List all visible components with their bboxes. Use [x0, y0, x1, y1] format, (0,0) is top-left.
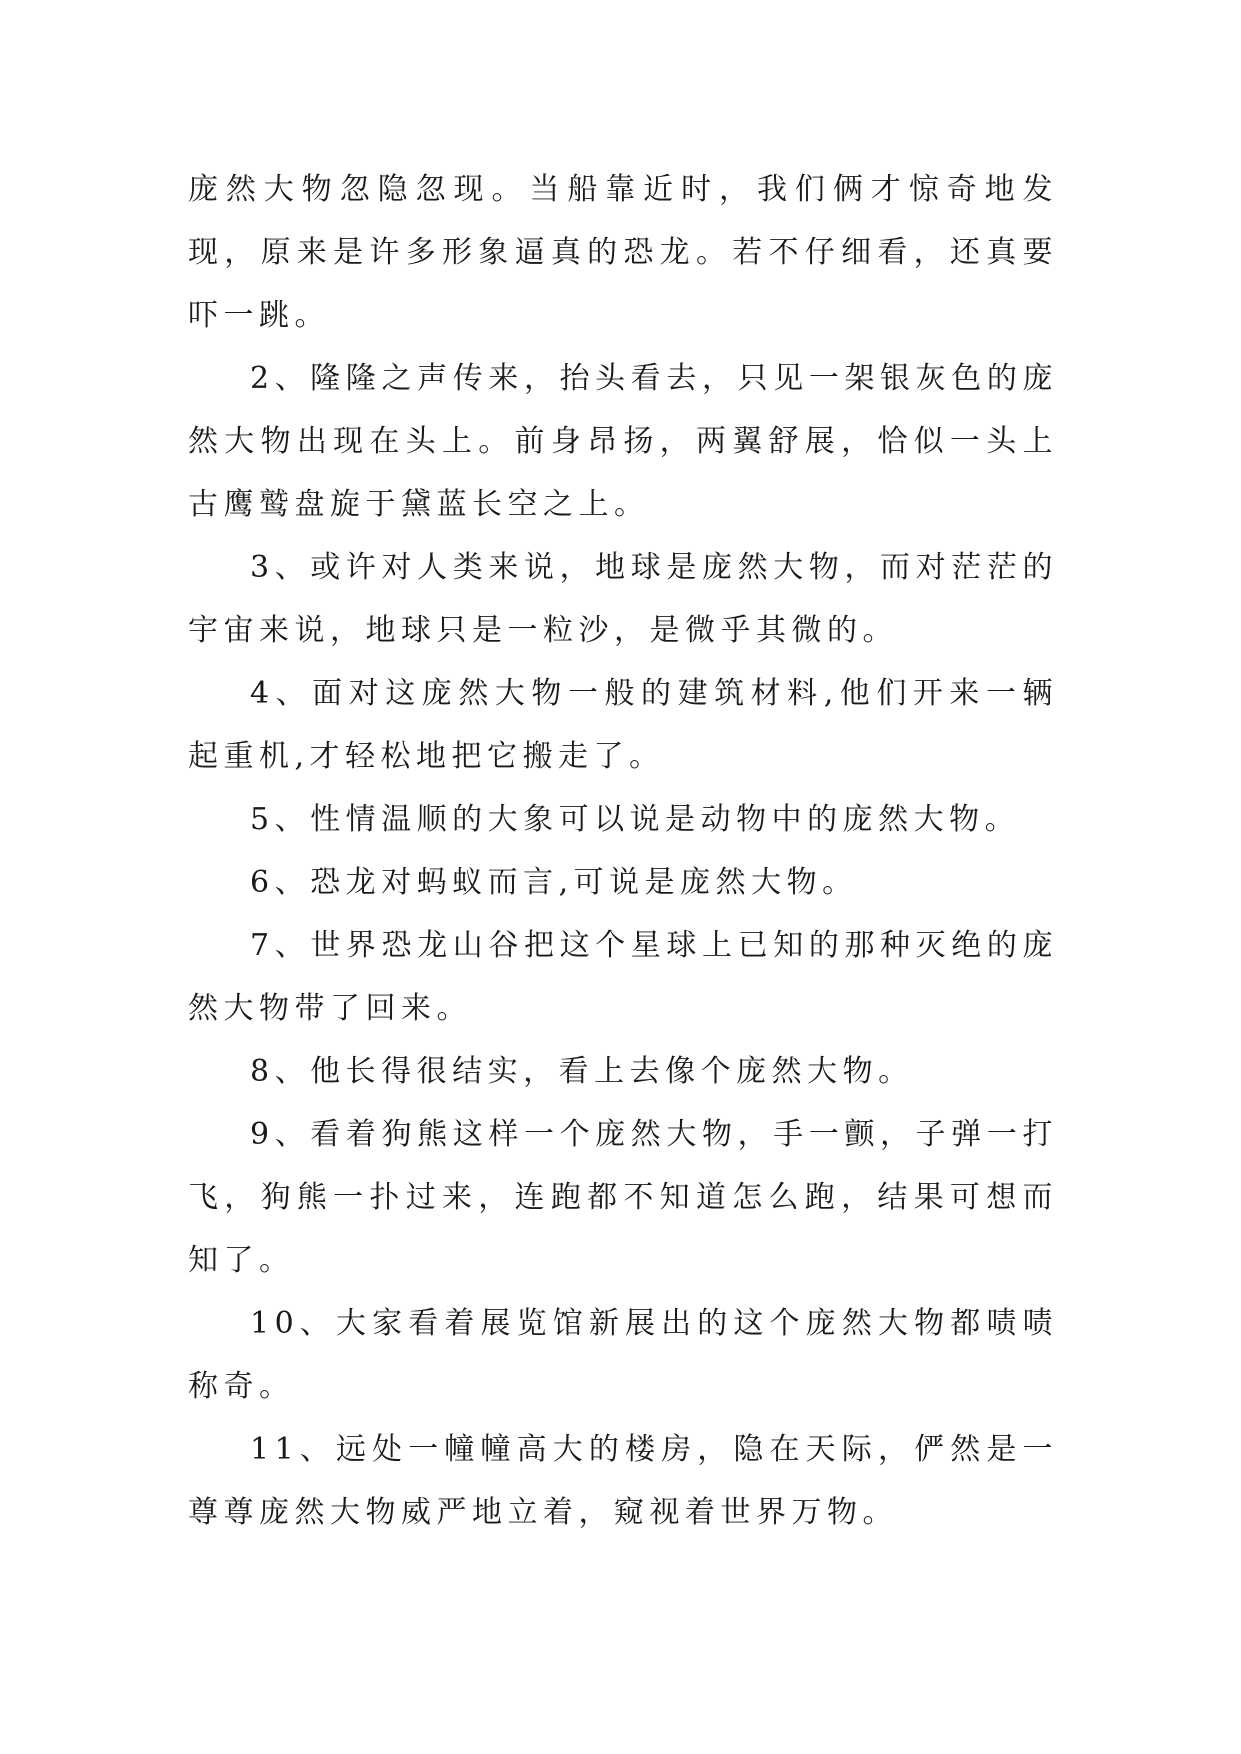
paragraph-continuation: 庞然大物忽隐忽现。当船靠近时，我们俩才惊奇地发现，原来是许多形象逼真的恐龙。若不仔细看，还真要吓一跳。	[188, 172, 1058, 333]
paragraph-sentence-3: 3、或许对人类来说，地球是庞然大物，而对茫茫的宇宙来说，地球只是一粒沙，是微乎其微的。	[188, 550, 1058, 648]
paragraph-sentence-2: 2、隆隆之声传来，抬头看去，只见一架银灰色的庞然大物出现在头上。前身昂扬，两翼舒展，恰似一头上古鹰鹫盘旋于黛蓝长空之上。	[188, 361, 1058, 522]
paragraph-sentence-4: 4、面对这庞然大物一般的建筑材料,他们开来一辆起重机,才轻松地把它搬走了。	[188, 676, 1058, 774]
paragraph-sentence-8: 8、他长得很结实，看上去像个庞然大物。	[250, 1054, 914, 1089]
paragraph-sentence-10: 10、大家看着展览馆新展出的这个庞然大物都啧啧称奇。	[188, 1306, 1058, 1404]
paragraph-sentence-5: 5、性情温顺的大象可以说是动物中的庞然大物。	[250, 802, 1021, 837]
paragraph-sentence-7: 7、世界恐龙山谷把这个星球上已知的那种灭绝的庞然大物带了回来。	[188, 928, 1058, 1026]
paragraph-sentence-11: 11、远处一幢幢高大的楼房，隐在天际，俨然是一尊尊庞然大物威严地立着，窥视着世界万物。	[188, 1432, 1058, 1530]
paragraph-sentence-9: 9、看着狗熊这样一个庞然大物，手一颤，子弹一打飞，狗熊一扑过来，连跑都不知道怎么跑，结果可想而知了。	[188, 1117, 1058, 1278]
document-body	[188, 158, 1058, 1544]
paragraph-sentence-6: 6、恐龙对蚂蚁而言,可说是庞然大物。	[250, 865, 858, 900]
